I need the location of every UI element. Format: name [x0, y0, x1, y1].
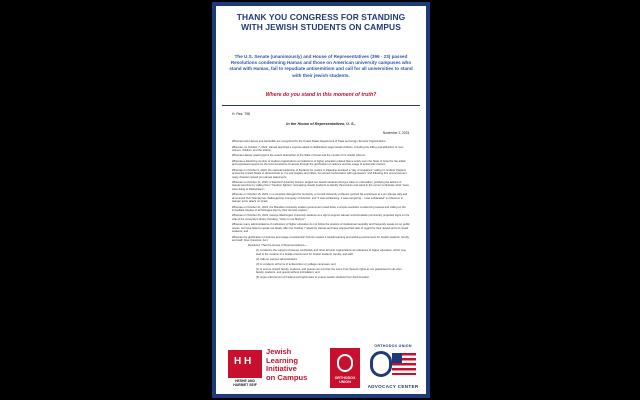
jli-logo	[266, 348, 326, 382]
whereas-clause: Whereas Hamas' stated goal is the violent destruction of the State of Israel and the murder of its Jewish citizens;	[232, 154, 366, 158]
whereas-clause: Whereas both Hamas and Hezbollah are recognized by the United States Department of State as Foreign Terrorist Organizations;	[232, 140, 387, 143]
hh-name-line-2: HARBIET SEIF	[233, 382, 257, 387]
hh-name-line-1: HESHE AND	[235, 379, 255, 383]
resolved-line: Resolved, That the House of Representatives—	[248, 243, 308, 248]
flag-canton-icon	[392, 353, 402, 363]
resolution-clause: (3) to condemn all forms of antisemitism on college campuses; and	[256, 262, 336, 266]
ou-line-2: UNION	[339, 380, 351, 385]
whereas-clause: Whereas on October 9, 2023, the national leadership of Students for Justice in Palestine declared a "day of resistance" calling on student chapters across the United States to demonstrate to "not just slogans and rallies, but armed confrontation with oppressors" and following this announcement many chapters issued pro-Hamas statements;	[232, 168, 407, 179]
jli-line-3: Initiative	[266, 364, 297, 374]
ouac-top-text: ORTHODOX UNION	[374, 344, 412, 348]
jli-line-1: Jewish	[266, 347, 292, 356]
ouac-o-icon	[370, 351, 392, 377]
resolution-clause: (2) calls on campus administrators	[256, 257, 297, 261]
headline-line-1: THANK YOU CONGRESS FOR STANDING	[236, 12, 406, 22]
whereas-clause: Whereas on October 11, 2023, a Stanford University lecturer singled out Jewish students during a class on colonialism, justifying the actions of Hamas terrorists by calling them "freedom fighters" and asking Jewish students to identify themselves and stand in the corner to illustrate what "Jews were doing to Palestinians";	[232, 181, 409, 191]
divider	[222, 105, 420, 106]
whereas-clause: Whereas, on October 7, 2023, Hamas launched a surprise attack to deliberately target Israeli civilians, including the killing and abduction of men, women, children, and the elderly;	[232, 145, 404, 152]
whereas-clause: Whereas many administrations of institutions of higher education do not follow the practice of institutional neutrality and frequently speak out on public issues, but have failed to speak out clearly after the October 7 attack by Hamas and have stopped their lack of regard for their Jewish and pro-Israeli students; and	[232, 223, 410, 233]
jli-line-2: Learning	[266, 355, 299, 365]
ou-text	[330, 376, 360, 384]
whereas-clause: Whereas on October 24, 2023, George Washington University students at a vigil to support Hamas' terrorist attack prominently projected signs on the side of the university's library including, "Glory to our Martyrs";	[232, 214, 410, 221]
whereas-clause: Whereas on October 15, 2023, in a complete disregard for humanity, a Cornell University professor gushed his excitement at a pro-Hamas rally and announced that "Hamas has challenged the monopoly of violence" and "it was exhilarating. It was energizing... I was exhilarated" in reference to Hamas' terror attack on Israel;	[232, 193, 408, 203]
ou-mark-icon	[337, 354, 353, 372]
resolution-date: November 2, 2023.	[382, 131, 410, 135]
resolution-body	[232, 140, 410, 281]
whereas-clause: Whereas on October 21, 2023, the Brandeis University student government voted down a simple resolution condemning Hamas and calling on the immediate release of all hostages kept by their terrorist captors;	[232, 205, 406, 212]
whereas-clause: Whereas a disturbing number of student organizations at institutions of higher education placed blame solely upon the State of Israel for the attack and expressed support for the terrorist actions of Hamas through the glorification of violence and the usage of antisemitic rhetoric;	[232, 160, 406, 167]
resolution-clause: (4) to ensure Jewish faculty, students, and guests can exercise the same Free Speech rights as are guaranteed to all other faculty, students, and guests without intimidation; and	[256, 267, 402, 275]
resolution-clause: (5) urges enforcement of Federal civil rights laws to protect Jewish students from discrimination.	[256, 276, 370, 280]
hh-mark-icon	[228, 350, 262, 378]
resolution-number: H. Res. 798	[232, 112, 250, 116]
whereas-clause: Whereas the glorification of violence and usage of antisemitic rhetoric creates a hostile learning and working environment for Jewish students, faculty, and staff: Now, therefore, be it	[232, 235, 410, 242]
hh-name	[228, 380, 262, 388]
sponsor-logos	[222, 344, 420, 396]
heshe-harbiet-seif-logo	[228, 350, 262, 390]
resolution-clause: (1) condemns the support of Hamas, Hezbollah, and other terrorist organizations at institutions of higher education, which may lead to the creation of a hostile environment for Jewish students, faculty, and staff;	[256, 249, 406, 256]
headline	[222, 12, 420, 32]
question-line: Where do you stand in this moment of truth?	[265, 92, 377, 98]
ad-page	[212, 2, 430, 398]
ou-advocacy-center-logo	[366, 344, 420, 394]
ou-line-1: ORTHODOX	[334, 376, 356, 380]
subhead: The U.S. Senate (unanimously) and House of Representatives (396 - 23) passed Resolutions condemning Hamas and those on American university campuses who stand with Hamas, fail to repudiate antisemitism and call for all universities to stand with their jewish students.	[229, 54, 413, 78]
ouac-bottom-text: ADVOCACY CENTER	[367, 384, 419, 389]
headline-line-2: WITH JEWISH STUDENTS ON CAMPUS	[241, 22, 401, 32]
jli-line-4: on Campus	[266, 372, 308, 382]
resolution-clauses	[232, 249, 410, 279]
ad-content	[222, 12, 420, 388]
hh-initials: H H	[234, 356, 252, 367]
resolution-chamber: In the House of Representatives, U. S.,	[286, 122, 356, 126]
orthodox-union-logo	[330, 348, 360, 388]
